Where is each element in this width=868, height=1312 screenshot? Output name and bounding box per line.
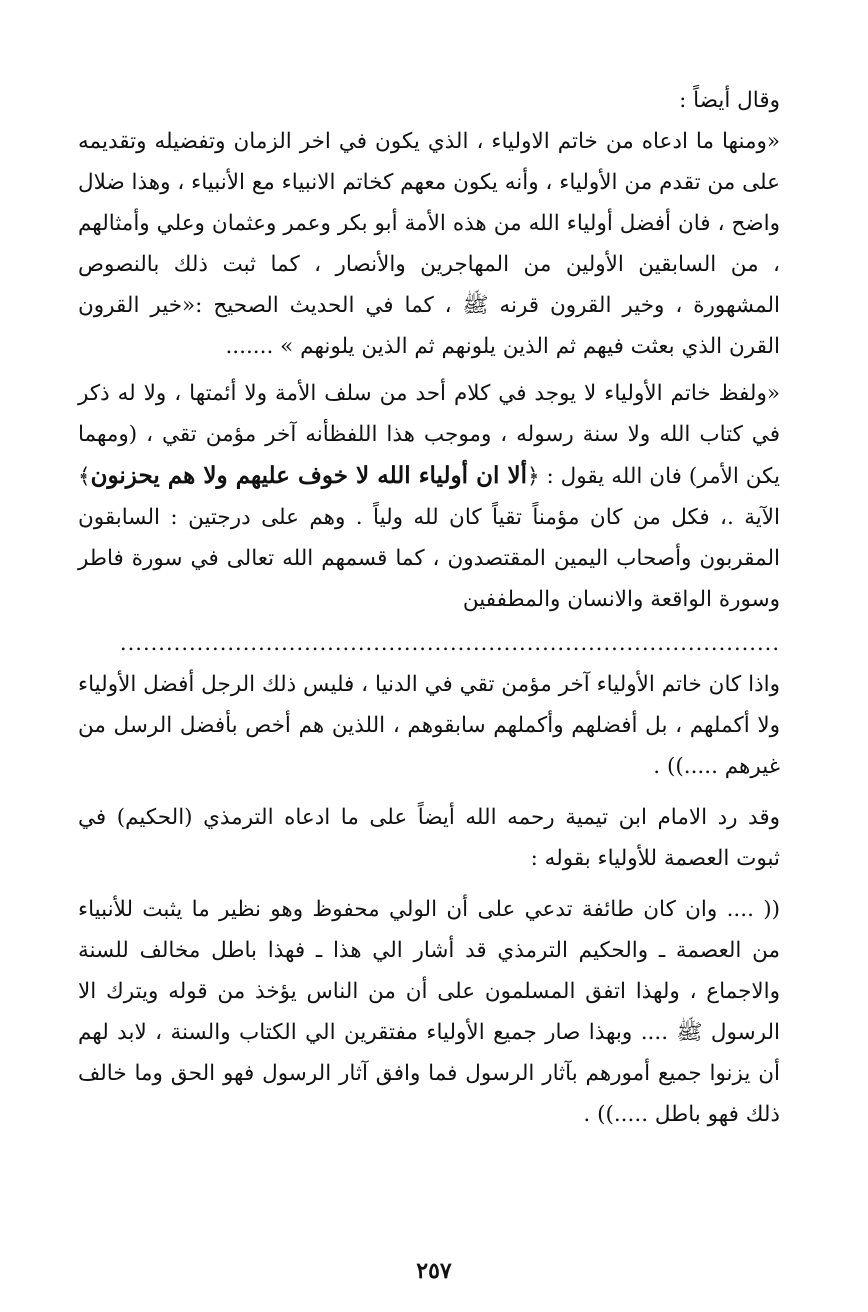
- paragraph-infallibility: (( .... وان كان طائفة تدعي على أن الولي محفوظ وهو نظير ما يثبت للأنبياء من العصمة ـ والحكيم الترمذي قد أشار الي هذا ـ فهذا باطل مخالف للسنة والاجماع ، ولهذا اتفق المسلمون على أن من الناس يؤخذ من قوله ويترك الا الرسول ﷺ .... وبهذا صار جميع الأولياء مفتقرين الي الكتاب والسنة ، لابد لهم أن يزنوا جميع أمورهم بآثار الرسول فما وافق آثار الرسول فهو الحق وما خالف ذلك فهو باطل .....)) .: [78, 897, 780, 1127]
- paragraph-khatam-term-end: ﴾ الآية .، فكل من كان مؤمناً تقياً كان لله ولياً . وهم على درجتين : السابقون المقربون وأصحاب اليمين المقتصدون ، كما قسمهم الله تعالى في سورة فاطر وسورة الواقعة والانسان والمطففين: [78, 464, 780, 612]
- ellipsis-separator: ......................................................................................: [119, 631, 780, 655]
- page-number: ٢٥٧: [416, 1258, 452, 1284]
- intro-line: وقال أيضاً :: [679, 88, 780, 113]
- paragraph-khatam-term: [78, 373, 780, 620]
- paragraph-ibn-taymiyyah-reply: وقد رد الامام ابن تيمية رحمه الله أيضاً على ما ادعاه الترمذي (الحكيم) في ثبوت العصمة للأولياء بقوله :: [78, 805, 780, 871]
- quran-quote: ألا ان أولياء الله لا خوف عليهم ولا هم يحزنون: [90, 462, 527, 489]
- paragraph-khatam-claim: «ومنها ما ادعاه من خاتم الاولياء ، الذي يكون في اخر الزمان وتفضيله وتقديمه على من تقدم من الأولياء ، وأنه يكون معهم كخاتم الانبياء مع الأنبياء ، وهذا ضلال واضح ، فان أفضل أولياء الله من هذه الأمة أبو بكر وعمر وعثمان وعلي وأمثالهم ، من السابقين الأولين من المهاجرين والأنصار ، كما ثبت ذلك بالنصوص المشهورة ، وخير القرون قرنه ﷺ ، كما في الحديث الصحيح :«خير القرون القرن الذي بعثت فيهم ثم الذين يلونهم ثم الذين يلونهم » .......: [78, 129, 780, 359]
- paragraph-last-believer: واذا كان خاتم الأولياء آخر مؤمن تقي في الدنيا ، فليس ذلك الرجل أفضل الأولياء ولا أكملهم ، بل أفضلهم وأكملهم سابقوهم ، اللذين هم أخص بأفضل الرسل من غيرهم .....)) .: [78, 672, 780, 779]
- paragraph-khatam-term-start: «ولفظ خاتم الأولياء لا يوجد في كلام أحد من سلف الأمة ولا أئمتها ، ولا له ذكر في كتاب الله ولا سنة رسوله ، وموجب هذا اللفظأنه آخر مؤمن تقي ، (ومهما يكن الأمر) فان الله يقول : ﴿: [78, 381, 780, 489]
